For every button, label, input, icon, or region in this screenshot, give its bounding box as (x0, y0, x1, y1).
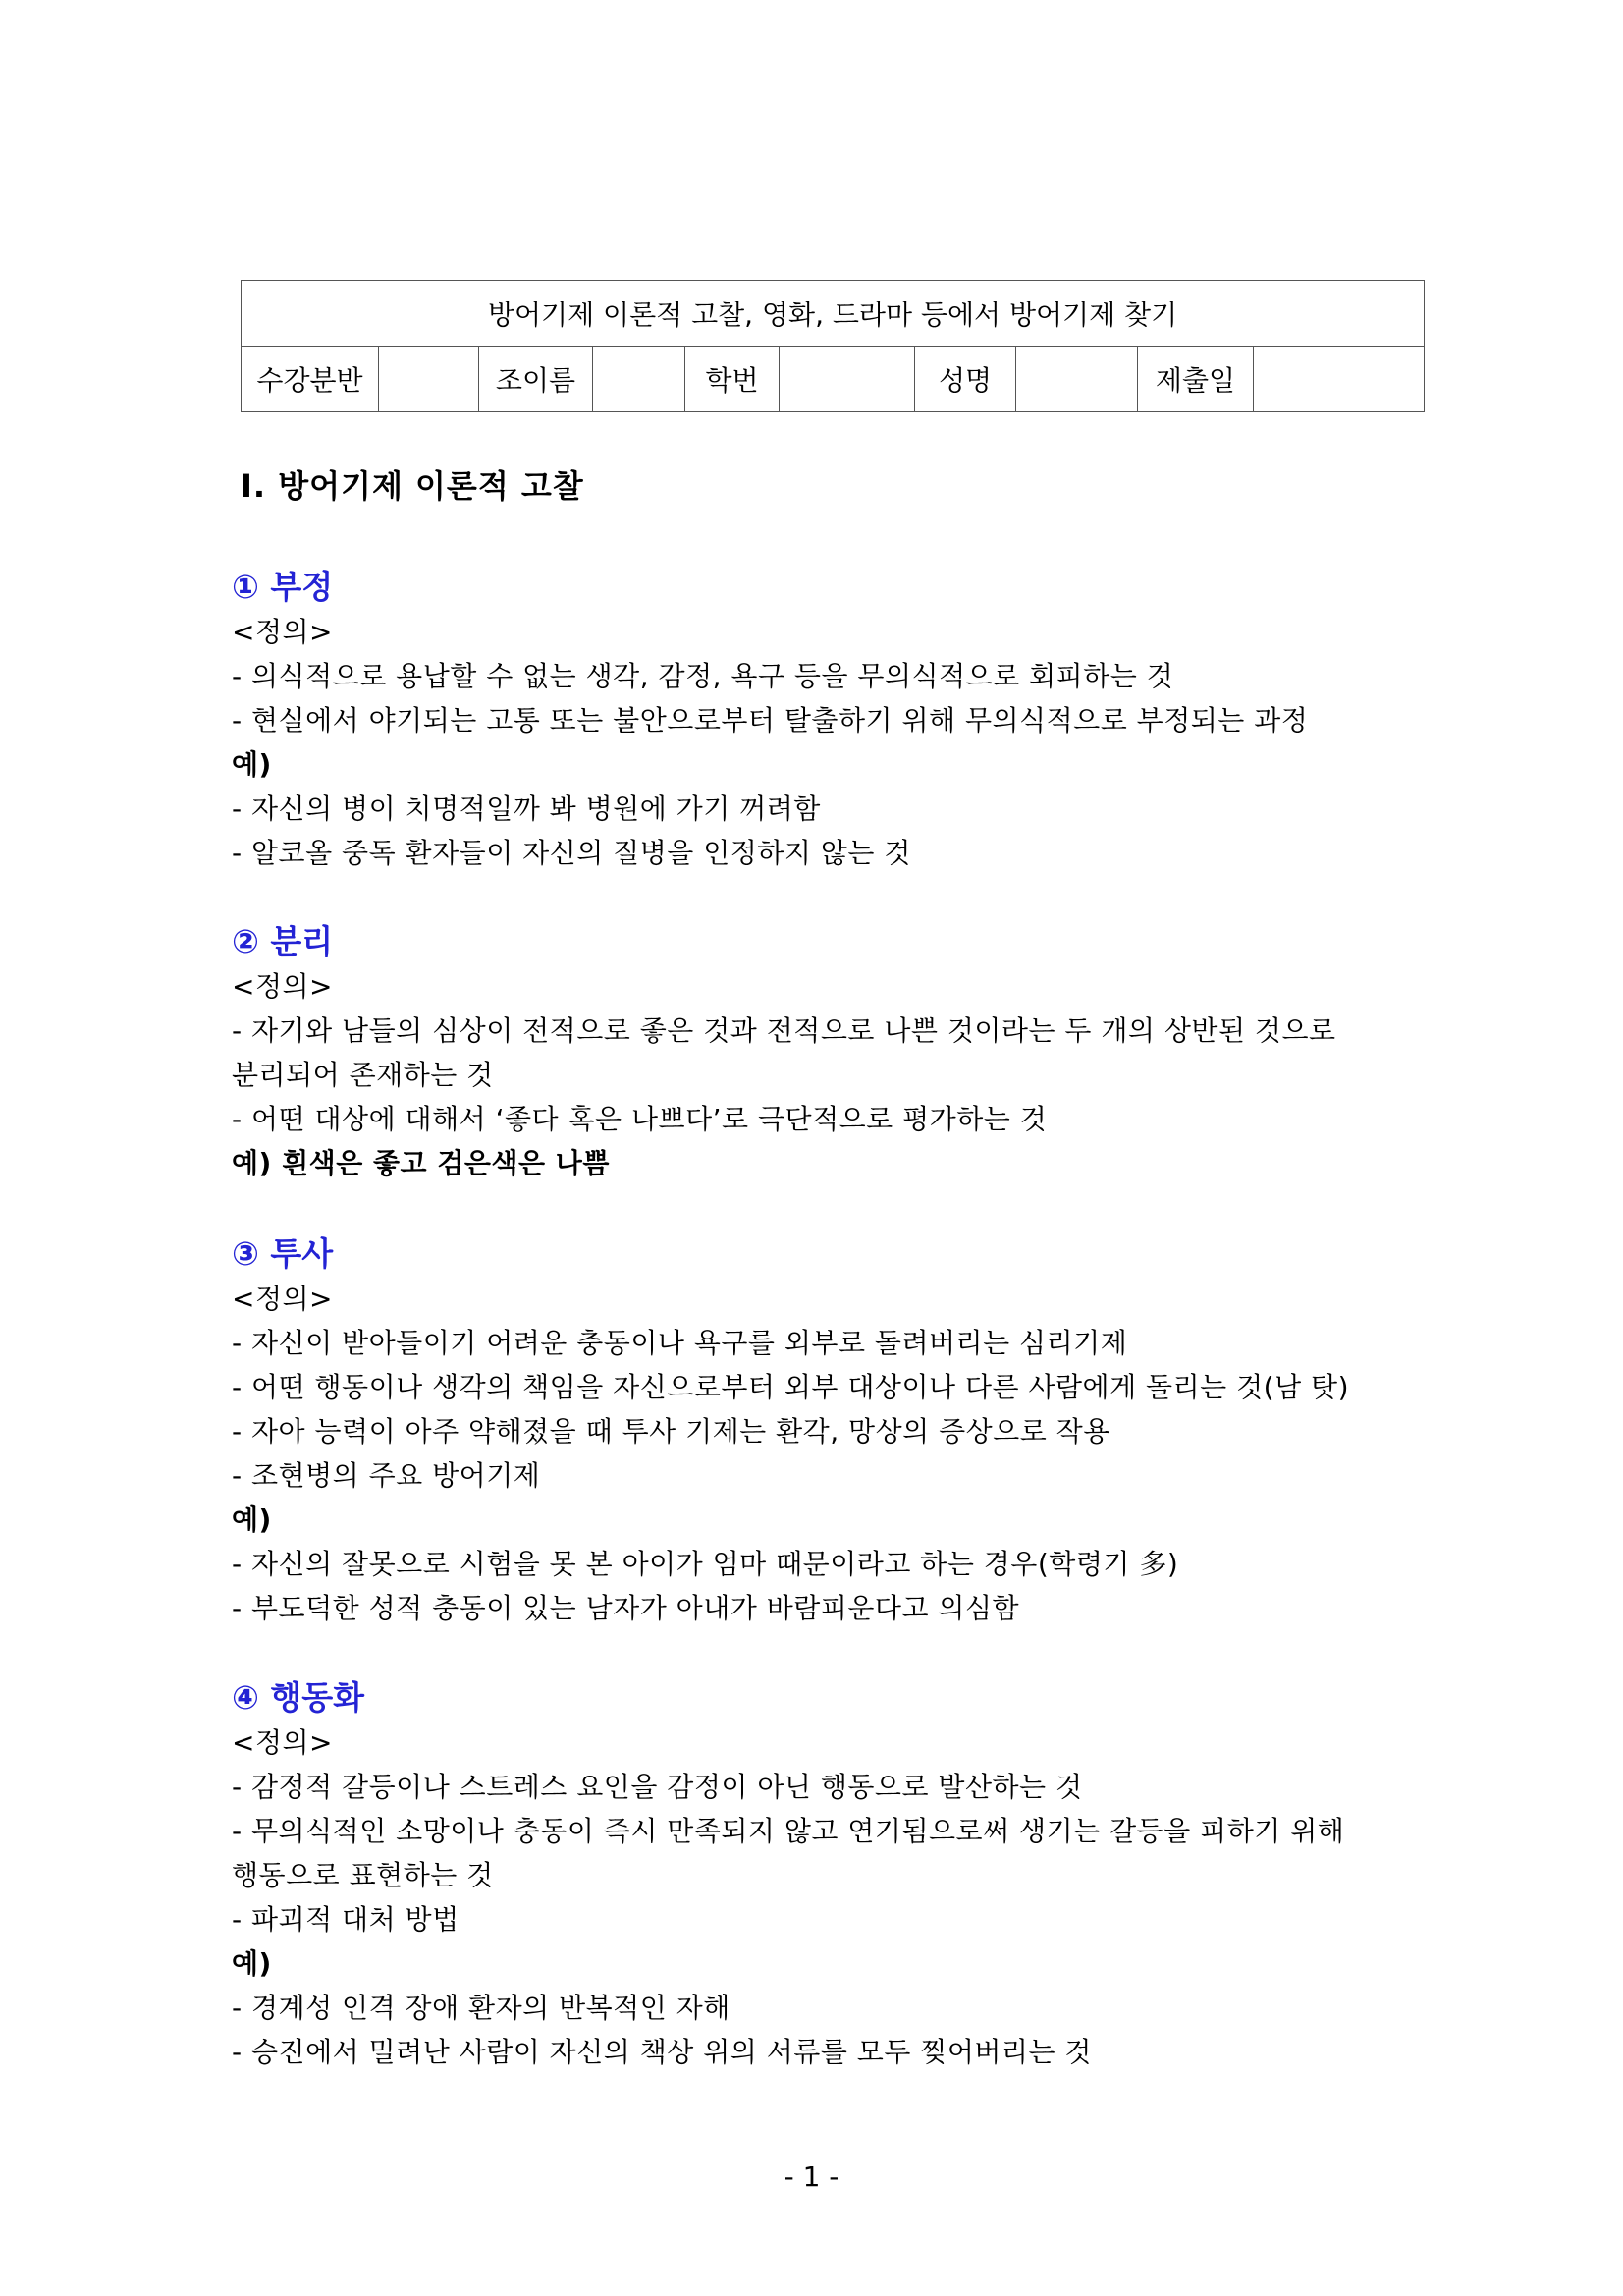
section-denial-heading: ① 부정 (232, 568, 334, 606)
definition-label: <정의> (232, 616, 334, 648)
field-value-name (1016, 347, 1138, 412)
field-value-student-id (780, 347, 915, 412)
text-line: 행동으로 표현하는 것 (232, 1859, 494, 1891)
text-line: - 의식적으로 용납할 수 없는 생각, 감정, 욕구 등을 무의식적으로 회피하는 것 (232, 660, 1174, 692)
field-label-student-id: 학번 (685, 347, 780, 412)
section-projection-heading: ③ 투사 (232, 1234, 334, 1273)
definition-label: <정의> (232, 970, 334, 1003)
text-line: - 자신의 잘못으로 시험을 못 본 아이가 엄마 때문이라고 하는 경우(학령기 多) (232, 1548, 1179, 1580)
text-line: - 파괴적 대처 방법 (232, 1903, 460, 1936)
page-number: - 1 - (784, 2160, 839, 2193)
example-label: 예) (232, 1503, 272, 1536)
field-value-team (593, 347, 685, 412)
section-heading: Ⅰ. 방어기제 이론적 고찰 (241, 467, 584, 505)
field-label-team: 조이름 (479, 347, 593, 412)
field-label-submit-date: 제출일 (1138, 347, 1254, 412)
text-line: - 알코올 중독 환자들이 자신의 질병을 인정하지 않는 것 (232, 837, 911, 869)
text-line: - 부도덕한 성적 충동이 있는 남자가 아내가 바람피운다고 의심함 (232, 1592, 1020, 1624)
field-value-class (379, 347, 479, 412)
example-line: 예) 흰색은 좋고 검은색은 나쁨 (232, 1147, 610, 1179)
field-label-name: 성명 (915, 347, 1016, 412)
text-line: - 자신이 받아들이기 어려운 충동이나 욕구를 외부로 돌려버리는 심리기제 (232, 1327, 1128, 1359)
text-line: - 경계성 인격 장애 환자의 반복적인 자해 (232, 1992, 730, 2024)
text-line: - 감정적 갈등이나 스트레스 요인을 감정이 아닌 행동으로 발산하는 것 (232, 1771, 1083, 1803)
text-line: - 어떤 대상에 대해서 ‘좋다 혹은 나쁘다’로 극단적으로 평가하는 것 (232, 1103, 1048, 1135)
header-table (241, 280, 1425, 412)
text-line: - 조현병의 주요 방어기제 (232, 1459, 541, 1492)
definition-label: <정의> (232, 1726, 334, 1759)
field-label-class: 수강분반 (242, 347, 379, 412)
example-label: 예) (232, 748, 272, 781)
field-value-submit-date (1254, 347, 1425, 412)
text-line: - 어떤 행동이나 생각의 책임을 자신으로부터 외부 대상이나 다른 사람에게 돌리는 것(남 탓) (232, 1371, 1349, 1403)
text-line: - 무의식적인 소망이나 충동이 즉시 만족되지 않고 연기됨으로써 생기는 갈등을 피하기 위해 (232, 1815, 1345, 1847)
text-line: - 자아 능력이 아주 약해졌을 때 투사 기제는 환각, 망상의 증상으로 작용 (232, 1415, 1110, 1448)
report-title: 방어기제 이론적 고찰, 영화, 드라마 등에서 방어기제 찾기 (242, 281, 1425, 347)
text-line: - 자신의 병이 치명적일까 봐 병원에 가기 꺼려함 (232, 793, 821, 825)
definition-label: <정의> (232, 1283, 334, 1315)
text-line: - 자기와 남들의 심상이 전적으로 좋은 것과 전적으로 나쁜 것이라는 두 개의 상반된 것으로 (232, 1014, 1336, 1047)
text-line: - 승진에서 밀려난 사람이 자신의 책상 위의 서류를 모두 찢어버리는 것 (232, 2036, 1092, 2068)
section-acting-out-heading: ④ 행동화 (232, 1678, 365, 1717)
text-line: 분리되어 존재하는 것 (232, 1059, 494, 1091)
example-label: 예) (232, 1947, 272, 1980)
section-splitting-heading: ② 분리 (232, 922, 334, 960)
text-line: - 현실에서 야기되는 고통 또는 불안으로부터 탈출하기 위해 무의식적으로 부정되는 과정 (232, 704, 1309, 737)
